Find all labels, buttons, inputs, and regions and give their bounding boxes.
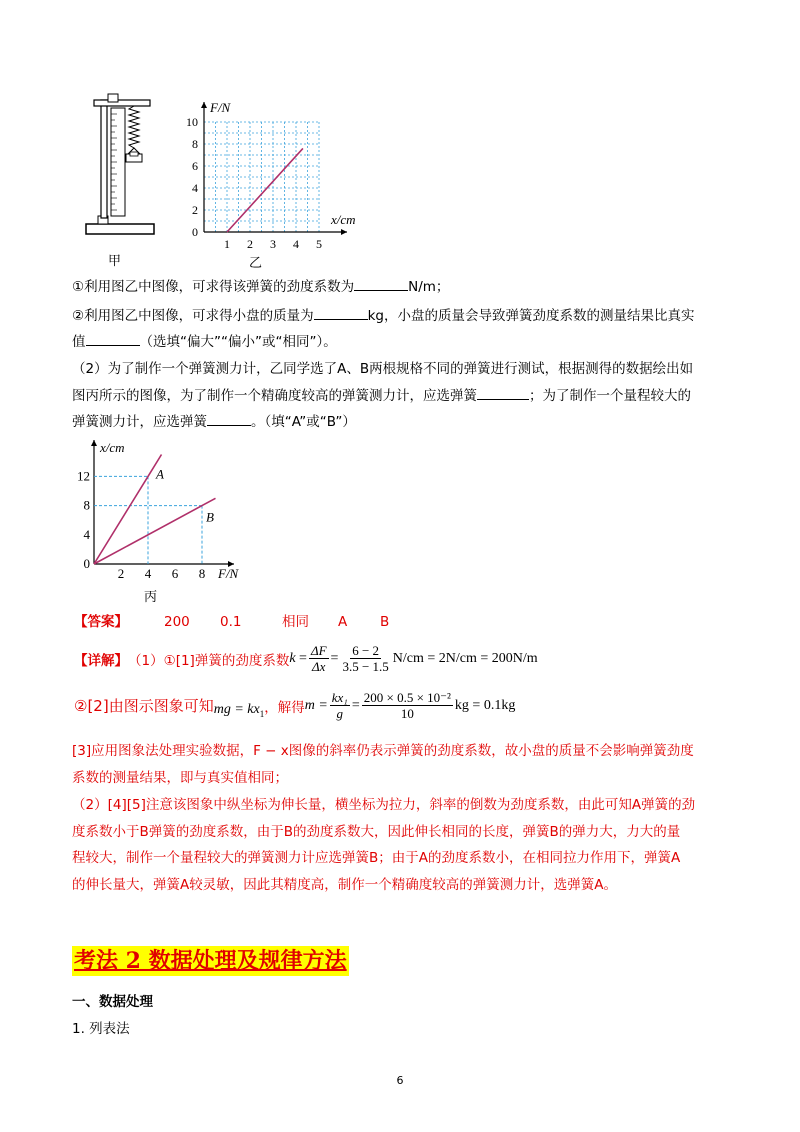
answer-blank-3[interactable]	[86, 331, 140, 346]
y-tick-label: 2	[192, 203, 198, 217]
formula-mg-text: mg = kx	[213, 702, 260, 718]
question-1-1-text: ①利用图乙中图像，可求得该弹簧的劲度系数为	[72, 279, 355, 295]
figure-bing-label: 丙	[144, 590, 158, 605]
y-tick-label: 4	[83, 526, 90, 542]
question-1-2-text: ②利用图乙中图像，可求得小盘的质量为	[72, 308, 314, 324]
formula-result-k: N/cm = 2N/cm = 200N/m	[392, 650, 538, 666]
explanation-line-1	[74, 643, 538, 674]
question-2-line3-head: 弹簧测力计，应选弹簧	[72, 414, 207, 430]
explanation-line2-mid: ，解得	[264, 699, 305, 716]
x-tick-label: 5	[316, 237, 322, 251]
x-tick-label: 2	[247, 237, 253, 251]
y-tick-label: 12	[77, 468, 90, 484]
y-axis-label: x/cm	[100, 440, 125, 455]
y-tick-label: 10	[186, 115, 198, 129]
fraction-dx: Δx	[312, 659, 326, 674]
figure-jia-label: 甲	[108, 254, 122, 269]
question-1-1-unit: N/m；	[408, 279, 450, 295]
answer-blank-2[interactable]	[314, 305, 368, 320]
explanation-line-3: [3]应用图象法处理实验数据，F − x图像的斜率仍表示弹簧的劲度系数，故小盘的质量不会影响弹簧劲度	[72, 743, 694, 759]
answer-blank-1[interactable]	[354, 276, 408, 291]
formula-eq-2: =	[330, 650, 339, 666]
y-tick-label: 0	[192, 225, 198, 239]
explanation-line-7: 程较大，制作一个量程较大的弹簧测力计应选弹簧B；由于A的劲度系数小，在相同拉力作用下，弹簧A	[72, 850, 681, 866]
y-axis-arrow	[91, 440, 97, 446]
x-tick-label: 4	[144, 566, 152, 581]
explanation-line-2	[74, 690, 515, 721]
y-tick-label: 0	[83, 556, 90, 571]
x-tick-label: 1	[224, 237, 230, 251]
x-axis-label: x/cm	[331, 212, 356, 227]
fraction-values-den: 3.5 − 1.5	[342, 659, 389, 674]
fraction-g: g	[336, 706, 344, 721]
x-tick-label: 3	[270, 237, 276, 251]
explanation-line-8: 的伸长量大，弹簧A较灵敏，因此其精度高，制作一个精确度较高的弹簧测力计，选弹簧A。	[72, 877, 617, 893]
explanation-line2-prefix: ②[2]由图示图象可知	[74, 697, 214, 715]
formula-mg-sub: 1	[259, 708, 265, 719]
chart-yi	[180, 96, 370, 252]
formula-mg	[214, 702, 265, 719]
question-1-2	[72, 305, 695, 326]
fraction-values-num: 6 − 2	[352, 643, 380, 658]
spring-apparatus-figure	[84, 92, 156, 242]
question-1-2-text-tail: kg，小盘的质量会导致弹簧劲度系数的测量结果比真实	[367, 308, 695, 324]
series-line-B	[94, 498, 216, 564]
fraction-kx: kx₁	[331, 690, 348, 705]
explanation-line-4: 系数的测量结果，即与真实值相同；	[72, 770, 288, 786]
y-axis-label: F/N	[210, 100, 231, 115]
list-item-1: 1. 列表法	[72, 1021, 130, 1037]
answer-blank-5[interactable]	[207, 411, 251, 426]
page-number: 6	[396, 1074, 404, 1087]
y-tick-label: 8	[83, 497, 90, 513]
x-tick-label: 4	[293, 237, 299, 251]
answer-value-3: 相同	[282, 614, 309, 630]
question-2-line3	[72, 411, 356, 432]
subsection-heading: 一、数据处理	[72, 994, 153, 1010]
question-1-2-line2-tail: （选填“偏大”“偏小”或“相同”）。	[139, 334, 337, 350]
explanation-label: 【详解】	[74, 652, 128, 669]
fraction-mass	[362, 690, 453, 721]
series-label-b: B	[206, 509, 214, 525]
question-2-line2	[72, 385, 691, 406]
fraction-mass-den: 10	[400, 706, 414, 721]
y-tick-label: 4	[192, 181, 198, 195]
section-heading: 考法 2 数据处理及规律方法	[74, 948, 347, 974]
y-tick-label: 6	[192, 159, 198, 173]
question-2-line1: （2）为了制作一个弹簧测力计，乙同学选了A、B两根规格不同的弹簧进行测试，根据测得的数据绘出如	[72, 361, 694, 377]
fraction-values	[340, 643, 390, 674]
x-tick-label: 8	[198, 566, 206, 581]
answer-value-1: 200	[164, 614, 190, 630]
question-2-line2-tail: ；为了制作一个量程较大的	[529, 388, 691, 404]
answer-value-2: 0.1	[220, 614, 242, 630]
question-1-2-line2	[72, 331, 337, 352]
chart-bing	[74, 434, 250, 584]
x-axis-arrow	[341, 229, 347, 235]
fraction-mass-num: 200 × 0.5 × 10⁻²	[363, 690, 451, 705]
answer-value-5: B	[380, 614, 390, 630]
y-axis-arrow	[201, 102, 207, 108]
answer-value-4: A	[338, 614, 348, 630]
answer-label: 【答案】	[74, 614, 128, 630]
explanation-line1-prefix: （1）①[1]弹簧的劲度系数	[128, 652, 290, 669]
formula-m	[305, 690, 516, 721]
question-1-2-line2-head: 值	[72, 334, 86, 350]
formula-eq-1: =	[299, 650, 307, 666]
formula-k-symbol: k	[289, 650, 296, 666]
explanation-line-5: （2）[4][5]注意该图象中纵坐标为伸长量，横坐标为拉力，斜率的倒数为劲度系数，由此可知A弹簧的劲	[72, 797, 696, 813]
formula-result-m: kg = 0.1kg	[454, 697, 516, 713]
series-line-A	[94, 455, 162, 565]
formula-k	[289, 643, 537, 674]
answer-blank-4[interactable]	[477, 385, 529, 400]
fraction-dF: ΔF	[310, 643, 327, 658]
explanation-line-6: 度系数小于B弹簧的劲度系数，由于B的劲度系数大，因此伸长相同的长度，弹簧B的弹力大，力大的量	[72, 824, 681, 840]
question-1-1	[72, 276, 449, 297]
formula-eq-3: =	[351, 697, 360, 713]
formula-m-symbol: m =	[304, 697, 328, 713]
question-2-line2-head: 图丙所示的图像，为了制作一个精确度较高的弹簧测力计，应选弹簧	[72, 388, 477, 404]
figure-yi-label: 乙	[249, 256, 263, 271]
fraction-kx-g	[330, 690, 350, 721]
x-tick-label: 6	[171, 566, 179, 581]
series-label-a: A	[156, 466, 164, 482]
y-tick-label: 8	[192, 137, 198, 151]
x-tick-label: 2	[117, 566, 125, 581]
question-2-line3-tail: 。（填“A”或“B”）	[251, 414, 356, 430]
fraction-dF-dx	[309, 643, 329, 674]
answer-row	[74, 612, 390, 632]
x-axis-label: F/N	[218, 566, 239, 581]
